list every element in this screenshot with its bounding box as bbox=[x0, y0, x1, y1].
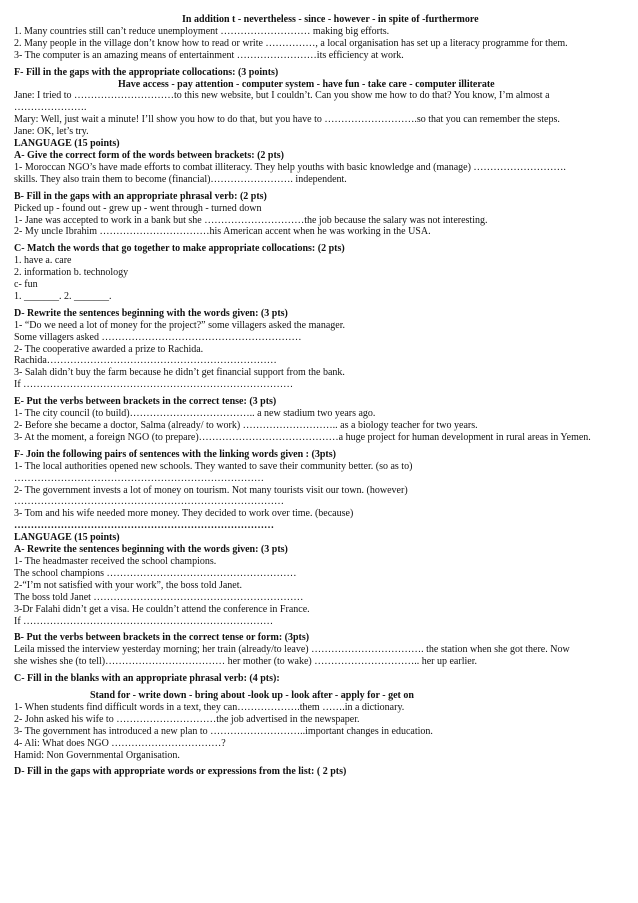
text-line: ………………………………………………………………… bbox=[14, 472, 264, 484]
text-line: Some villagers asked …………………………………………………… bbox=[14, 331, 302, 343]
text-line: D- Fill in the gaps with appropriate words or expressions from the list: ( 2 pts) bbox=[14, 766, 347, 778]
text-line: …………………………………………………………………… bbox=[14, 520, 274, 532]
text-line: 1. Many countries still can’t reduce unemployment ……………………… making big efforts. bbox=[14, 25, 390, 37]
text-line: Have access - pay attention - computer system - have fun - take care - computer illiterate bbox=[118, 78, 495, 90]
text-line: 1- The headmaster received the school champions. bbox=[14, 555, 217, 567]
text-line: A- Give the correct form of the words between brackets: (2 pts) bbox=[14, 149, 285, 161]
text-line: Leila missed the interview yesterday morning; her train (already/to leave) ……………………………. the station when she got there. Now bbox=[14, 644, 570, 656]
text-line: 2. information b. technology bbox=[14, 267, 129, 279]
text-line: c- fun bbox=[14, 279, 38, 291]
text-line: 3- Salah didn’t buy the farm because he didn’t get financial support from the bank. bbox=[14, 367, 345, 379]
text-line: 2- The cooperative awarded a prize to Rachida. bbox=[14, 343, 204, 355]
text-line: 1- Moroccan NGO’s have made efforts to combat illiteracy. They help youths with basic knowledge and (manage) ………………………. bbox=[14, 161, 566, 173]
text-line: 2- My uncle Ibrahim ……………………………his American accent when he was working in the USA. bbox=[14, 226, 431, 238]
text-line: 3-Dr Falahi didn’t get a visa. He couldn’t attend the conference in France. bbox=[14, 603, 310, 615]
text-line: 1. _______. 2. _______. bbox=[14, 290, 112, 302]
text-line: 1. have a. care bbox=[14, 255, 72, 267]
text-line: E- Put the verbs between brackets in the correct tense: (3 pts) bbox=[14, 396, 277, 408]
text-line: Jane: I tried to …………………………to this new website, but I couldn’t. Can you show me how to do that? You know, I’m almost a bbox=[14, 90, 550, 102]
text-line: 2- Before she became a doctor, Salma (already/ to work) ……………………….. as a biology teacher for two years. bbox=[14, 420, 478, 431]
text-line: 1- The local authorities opened new schools. They wanted to save their community better. (so as to) bbox=[14, 460, 413, 472]
text-line: Hamid: Non Governmental Organisation. bbox=[14, 749, 180, 761]
text-line: D- Rewrite the sentences beginning with the words given: (3 pts) bbox=[14, 307, 288, 319]
text-line: If ………………………………………………………………… bbox=[14, 615, 274, 627]
text-line: LANGUAGE (15 points) bbox=[14, 532, 120, 544]
text-line: Jane: OK, let’s try. bbox=[14, 126, 89, 138]
text-line: If ……………………………………………………………………… bbox=[14, 379, 294, 391]
text-line: The school champions ………………………………………………… bbox=[14, 567, 297, 579]
text-line: 2. Many people in the village don’t know how to read or write ……………, a local organisation has set up a literacy programme for them. bbox=[14, 37, 568, 49]
text-line: 2-“I’m not satisfied with your work”, the boss told Janet. bbox=[14, 579, 243, 591]
text-line: A- Rewrite the sentences beginning with the words given: (3 pts) bbox=[14, 544, 288, 556]
text-line: Rachida…………………………………………………………… bbox=[14, 355, 277, 367]
text-line: B- Fill in the gaps with an appropriate phrasal verb: (2 pts) bbox=[14, 190, 267, 202]
text-line: ……………………………………………………………………… bbox=[14, 496, 284, 508]
text-line: 1- Jane was accepted to work in a bank but she …………………………the job because the salary was not interesting. bbox=[14, 214, 488, 226]
text-line: Stand for - write down - bring about -look up - look after - apply for - get on bbox=[90, 690, 414, 702]
text-line: 1- When students find difficult words in a text, they can……………….them …….in a dictionary. bbox=[14, 701, 405, 713]
text-line: 2- The government invests a lot of money on tourism. Not many tourists visit our town. (however) bbox=[14, 484, 408, 496]
text-line: 1- The city council (to build)……………………………….. a new stadium two years ago. bbox=[14, 408, 376, 420]
text-line: F- Fill in the gaps with the appropriate collocations: (3 points) bbox=[14, 66, 279, 78]
text-line: Picked up - found out - grew up - went through - turned down bbox=[14, 202, 262, 214]
text-line: The boss told Janet ……………………………………………………… bbox=[14, 591, 304, 603]
text-line: LANGUAGE (15 points) bbox=[14, 138, 120, 150]
text-line: B- Put the verbs between brackets in the correct tense or form: (3pts) bbox=[14, 632, 310, 644]
text-line: 3- Tom and his wife needed more money. They decided to work over time. (because) bbox=[14, 508, 354, 520]
text-line: 3- At the moment, a foreign NGO (to prepare)……………………………………a huge project for human development in rural areas in Yemen. bbox=[14, 431, 591, 443]
text-line: 1- “Do we need a lot of money for the project?” some villagers asked the manager. bbox=[14, 319, 345, 331]
text-line: C- Match the words that go together to make appropriate collocations: (2 pts) bbox=[14, 243, 345, 255]
text-line: Mary: Well, just wait a minute! I’ll show you how to do that, but you have to ……………………….so that you can remember the steps. bbox=[14, 114, 560, 126]
text-line: skills. They also train them to become (financial)……………………. independent. bbox=[14, 173, 347, 185]
text-line: she wishes she (to tell)……………………………… her mother (to wake) ………………………….. her up earlier. bbox=[14, 656, 477, 668]
text-line: 2- John asked his wife to …………………………the job advertised in the newspaper. bbox=[14, 713, 360, 725]
text-line: …………………. bbox=[14, 102, 87, 114]
text-line: F- Join the following pairs of sentences with the linking words given : (3pts) bbox=[14, 448, 336, 460]
text-line: 3- The computer is an amazing means of entertainment ……………………its efficiency at work. bbox=[14, 49, 404, 61]
text-line: 4- Ali: What does NGO ……………………………? bbox=[14, 737, 226, 749]
text-line: C- Fill in the blanks with an appropriate phrasal verb: (4 pts): bbox=[14, 673, 280, 685]
text-line: 3- The government has introduced a new plan to ………………………..important changes in education. bbox=[14, 725, 433, 737]
text-line: In addition t - nevertheless - since - however - in spite of -furthermore bbox=[182, 14, 479, 25]
